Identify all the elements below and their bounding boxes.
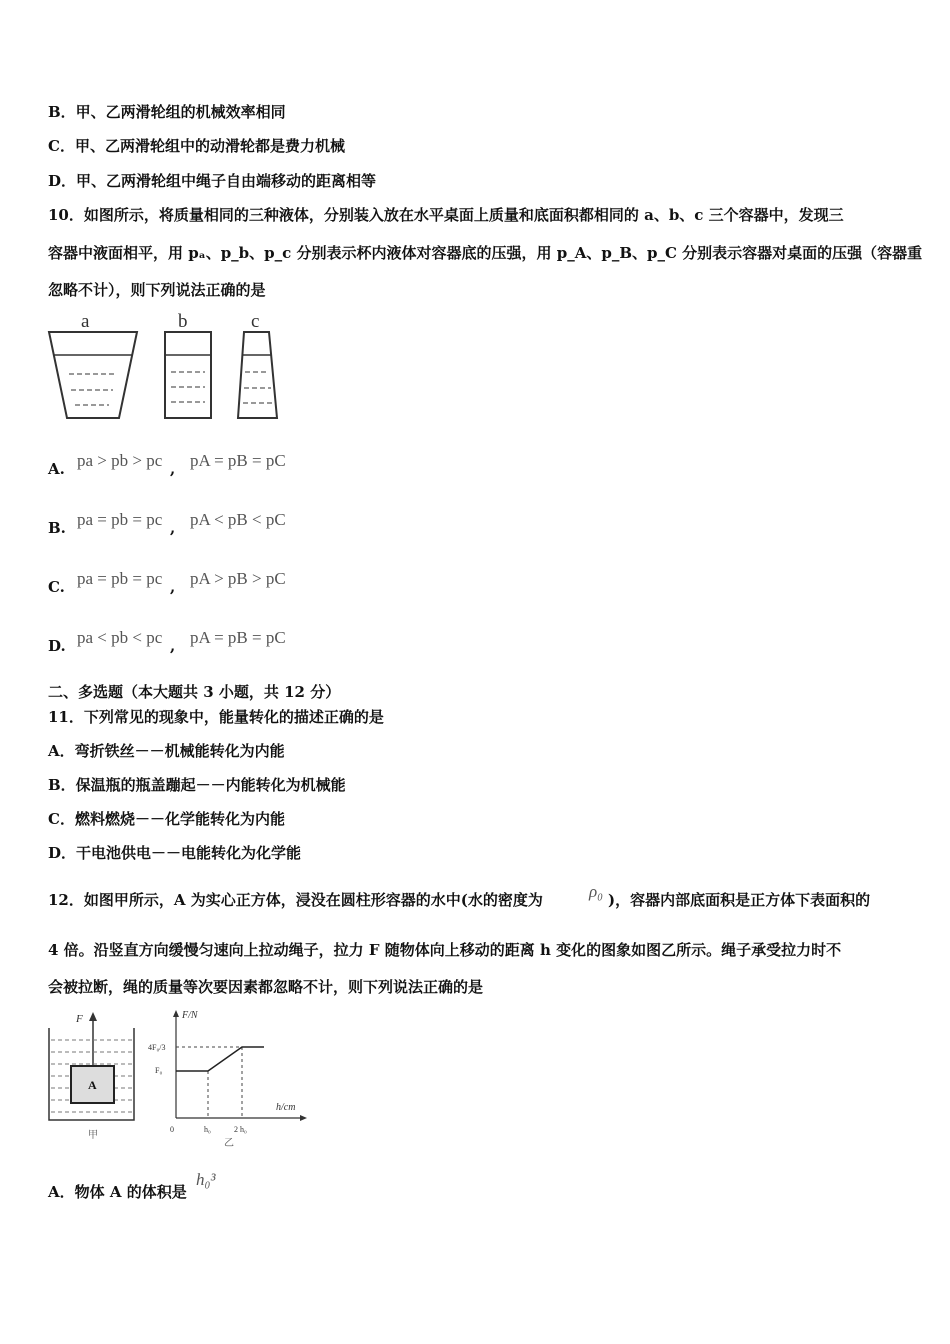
q10-option-d-left: pa < pb < pc [77,628,163,647]
force-label: F [76,1013,83,1025]
q10-option-d-label: D. [48,637,66,655]
x-tick-2h0: 2 h₀ [234,1125,247,1134]
q10-stem-line1: 10．如图所示，将质量相同的三种液体，分别装入放在水平桌面上质量和底面积都相同的 a、b、c 三个容器中，发现三 [48,206,844,224]
container-c [238,332,277,418]
q12-stem-line2: 4 倍。沿竖直方向缓慢匀速向上拉动绳子，拉力 F 随物体向上移动的距离 h 变化的图象如图乙所示。绳子承受拉力时不 [48,941,842,959]
q12-option-a-math: h₀³ [196,1170,216,1189]
q10-option-b-right: pA < pB < pC [190,510,286,529]
q10-stem-line2: 容器中液面相平，用 pₐ、p_b、p_c 分别表示杯内液体对容器底的压强，用 p_A、p_B、p_C 分别表示容器对桌面的压强（容器重 [48,244,923,262]
figure-jia-caption: 甲 [88,1130,98,1141]
q11-option-c: C．燃料燃烧－－化学能转化为内能 [48,810,285,828]
q10-option-b-left: pa = pb = pc [77,510,163,529]
x-tick-0: 0 [170,1125,174,1134]
q11-stem: 11．下列常见的现象中，能量转化的描述正确的是 [48,708,384,726]
container-a-label: a [81,311,90,332]
x-tick-h0: h₀ [204,1125,211,1134]
y-tick-4f0-3: 4F₀/3 [148,1043,166,1052]
container-b-label: b [178,311,188,332]
q10-option-b-label: B. [48,519,66,537]
q12-figure-yi [148,1006,310,1148]
q12-stem-line1a: 12．如图甲所示，A 为实心正方体，浸没在圆柱形容器的水中(水的密度为 [48,891,543,909]
q10-option-c-right: pA > pB > pC [190,569,286,588]
q11-option-d: D．干电池供电－－电能转化为化学能 [48,844,302,862]
q11-option-b: B．保温瓶的瓶盖蹦起－－内能转化为机械能 [48,776,346,794]
container-a [49,332,137,418]
q10-option-a-label: A. [48,460,65,478]
figure-yi-caption: 乙 [224,1138,234,1148]
q9-option-c: C．甲、乙两滑轮组中的动滑轮都是费力机械 [48,137,345,155]
q10-option-c-label: C. [48,578,65,596]
q12-rho-symbol: ρ₀ [589,882,604,901]
y-tick-f0: F₀ [155,1066,163,1075]
force-curve [176,1047,264,1071]
q12-figure-jia [44,1008,144,1142]
q11-option-a: A．弯折铁丝－－机械能转化为内能 [48,742,285,760]
container-c-label: c [251,311,260,332]
q10-stem-line3: 忽略不计），则下列说法正确的是 [48,281,266,299]
q12-stem-line3: 会被拉断，绳的质量等次要因素都忽略不计，则下列说法正确的是 [48,978,484,996]
y-axis-label: F/N [182,1010,198,1021]
q9-option-b: B．甲、乙两滑轮组的机械效率相同 [48,103,286,121]
q10-option-c-left: pa = pb = pc [77,569,163,588]
q10-containers-figure [45,308,285,424]
q10-option-a-left: pa > pb > pc [77,451,163,470]
cube-a-label: A [88,1078,97,1092]
q9-option-d: D．甲、乙两滑轮组中绳子自由端移动的距离相等 [48,172,377,190]
q12-stem-line1b: )，容器内部底面积是正方体下表面积的 [608,891,871,909]
q12-option-a: A．物体 A 的体积是 [48,1183,187,1201]
section-heading: 二、多选题（本大题共 3 小题，共 12 分） [48,683,341,701]
q10-option-a-right: pA = pB = pC [190,451,286,470]
x-axis-label: h/cm [276,1102,296,1113]
q10-option-d-right: pA = pB = pC [190,628,286,647]
container-b [165,332,211,418]
